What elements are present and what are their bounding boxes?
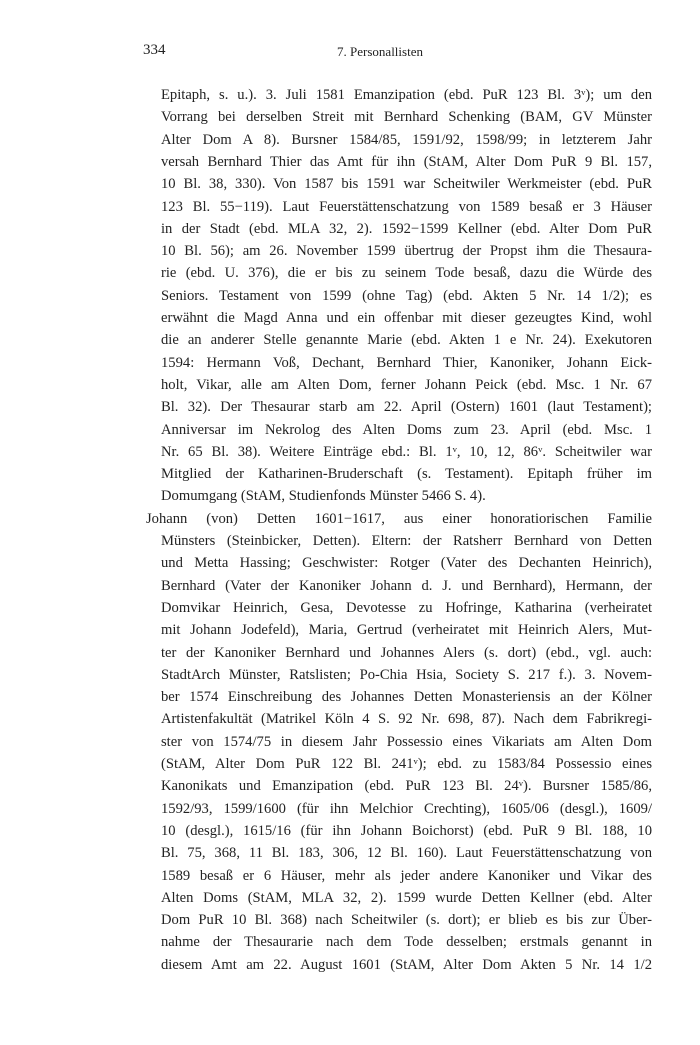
- text-line: (StAM, Alter Dom PuR 122 Bl. 241ᵛ); ebd. zu 1583/84 Possessio eines: [161, 756, 652, 772]
- text-line: Alter Dom A 8). Bursner 1584/85, 1591/92, 1598/99; in letzterem Jahr: [161, 131, 652, 148]
- text-line: Johann (von) Detten 1601−1617, aus einer honoratiorischen Familie: [146, 510, 652, 527]
- text-line: Münsters (Steinbicker, Detten). Eltern: der Ratsherr Bernhard von Detten: [161, 533, 652, 549]
- text-line: ber 1574 Einschreibung des Johannes Detten Monasteriensis an der Kölner: [161, 689, 652, 706]
- text-line: erwähnt die Magd Anna und ein offenbar mit dieser gezeugtes Kind, wohl: [161, 310, 652, 326]
- text-line: nahme der Thesaurarie nach dem Tode desselben; erstmals genannt in: [161, 934, 652, 951]
- text-line: ster von 1574/75 in diesem Jahr Possessio eines Vikariats am Alten Dom: [161, 733, 652, 750]
- text-line: Domvikar Heinrich, Gesa, Devotesse zu Hofringe, Katharina (verheiratet: [161, 599, 652, 616]
- text-line: Vorrang bei derselben Streit mit Bernhard Schenking (BAM, GV Münster: [161, 109, 652, 126]
- text-line: rie (ebd. U. 376), die er bis zu seinem Tode besaß, dazu die Würde des: [161, 265, 652, 282]
- text-line: Artistenfakultät (Matrikel Köln 4 S. 92 Nr. 698, 87). Nach dem Fabrikregi-: [161, 711, 652, 728]
- text-line: Bl. 32). Der Thesaurar starb am 22. April (Ostern) 1601 (laut Testament);: [161, 399, 652, 416]
- text-line: diesem Amt am 22. August 1601 (StAM, Alter Dom Akten 5 Nr. 14 1/2: [161, 956, 652, 973]
- text-line: 10 Bl. 38, 330). Von 1587 bis 1591 war Scheitwiler Werkmeister (ebd. PuR: [161, 176, 652, 193]
- text-line: Anniversar im Nekrolog des Alten Doms zum 23. April (ebd. Msc. 1: [161, 421, 652, 438]
- text-line: die an anderer Stelle genannte Marie (ebd. Akten 1 e Nr. 24). Exekutoren: [161, 332, 652, 349]
- text-line: Nr. 65 Bl. 38). Weitere Einträge ebd.: Bl. 1ᵛ, 10, 12, 86ᵛ. Scheitwiler war: [161, 443, 652, 460]
- text-line: in der Stadt (ebd. MLA 32, 2). 1592−1599 Kellner (ebd. Alter Dom PuR: [161, 220, 652, 237]
- text-line: Kanonikats und Emanzipation (ebd. PuR 123 Bl. 24ᵛ). Bursner 1585/86,: [161, 778, 652, 795]
- text-line: mit Johann Jodefeld), Maria, Gertrud (verheiratet mit Heinrich Alers, Mut-: [161, 622, 652, 639]
- text-line: Bl. 75, 368, 11 Bl. 183, 306, 12 Bl. 160). Laut Feuerstättenschatzung von: [161, 845, 652, 862]
- text-line: versah Bernhard Thier das Amt für ihn (StAM, Alter Dom PuR 9 Bl. 157,: [161, 153, 652, 170]
- text-line: Bernhard (Vater der Kanoniker Johann d. J. und Bernhard), Hermann, der: [161, 577, 652, 594]
- text-line: StadtArch Münster, Ratslisten; Po-Chia Hsia, Society S. 217 f.). 3. Novem-: [161, 666, 652, 683]
- text-line: 10 Bl. 56); am 26. November 1599 übertrug der Propst ihm die Thesaura-: [161, 243, 652, 260]
- text-line: Alten Doms (StAM, MLA 32, 2). 1599 wurde Detten Kellner (ebd. Alter: [161, 889, 652, 906]
- text-line: Epitaph, s. u.). 3. Juli 1581 Emanzipation (ebd. PuR 123 Bl. 3ᵛ); um den: [161, 87, 652, 103]
- text-line: 1592/93, 1599/1600 (für ihn Melchior Crechting), 1605/06 (desgl.), 1609/: [161, 800, 652, 817]
- text-line: 10 (desgl.), 1615/16 (für ihn Johann Boichorst) (ebd. PuR 9 Bl. 188, 10: [161, 822, 652, 839]
- text-line: und Metta Hassing; Geschwister: Rotger (Vater des Dechanten Heinrich),: [161, 555, 652, 572]
- page-number: 334: [143, 42, 166, 58]
- text-line: 123 Bl. 55−119). Laut Feuerstättenschatzung von 1589 besaß er 3 Häuser: [161, 198, 652, 215]
- text-line: holt, Vikar, alle am Alten Dom, ferner Johann Peick (ebd. Msc. 1 Nr. 67: [161, 376, 652, 393]
- text-line: Seniors. Testament von 1599 (ohne Tag) (ebd. Akten 5 Nr. 14 1/2); es: [161, 287, 652, 304]
- text-line: Mitglied der Katharinen-Bruderschaft (s. Testament). Epitaph früher im: [161, 466, 652, 483]
- text-line: ter der Kanoniker Bernhard und Johannes Alers (s. dort) (ebd., vgl. auch:: [161, 644, 652, 661]
- text-line: 1589 besaß er 6 Häuser, mehr als jeder andere Kanoniker und Vikar des: [161, 867, 652, 884]
- text-line: Dom PuR 10 Bl. 368) nach Scheitwiler (s. dort); er blieb es bis zur Über-: [161, 912, 652, 929]
- text-line: 1594: Hermann Voß, Dechant, Bernhard Thier, Kanoniker, Johann Eick-: [161, 354, 652, 371]
- running-title: 7. Personallisten: [337, 44, 423, 59]
- text-line: Domumgang (StAM, Studienfonds Münster 5466 S. 4).: [161, 488, 486, 505]
